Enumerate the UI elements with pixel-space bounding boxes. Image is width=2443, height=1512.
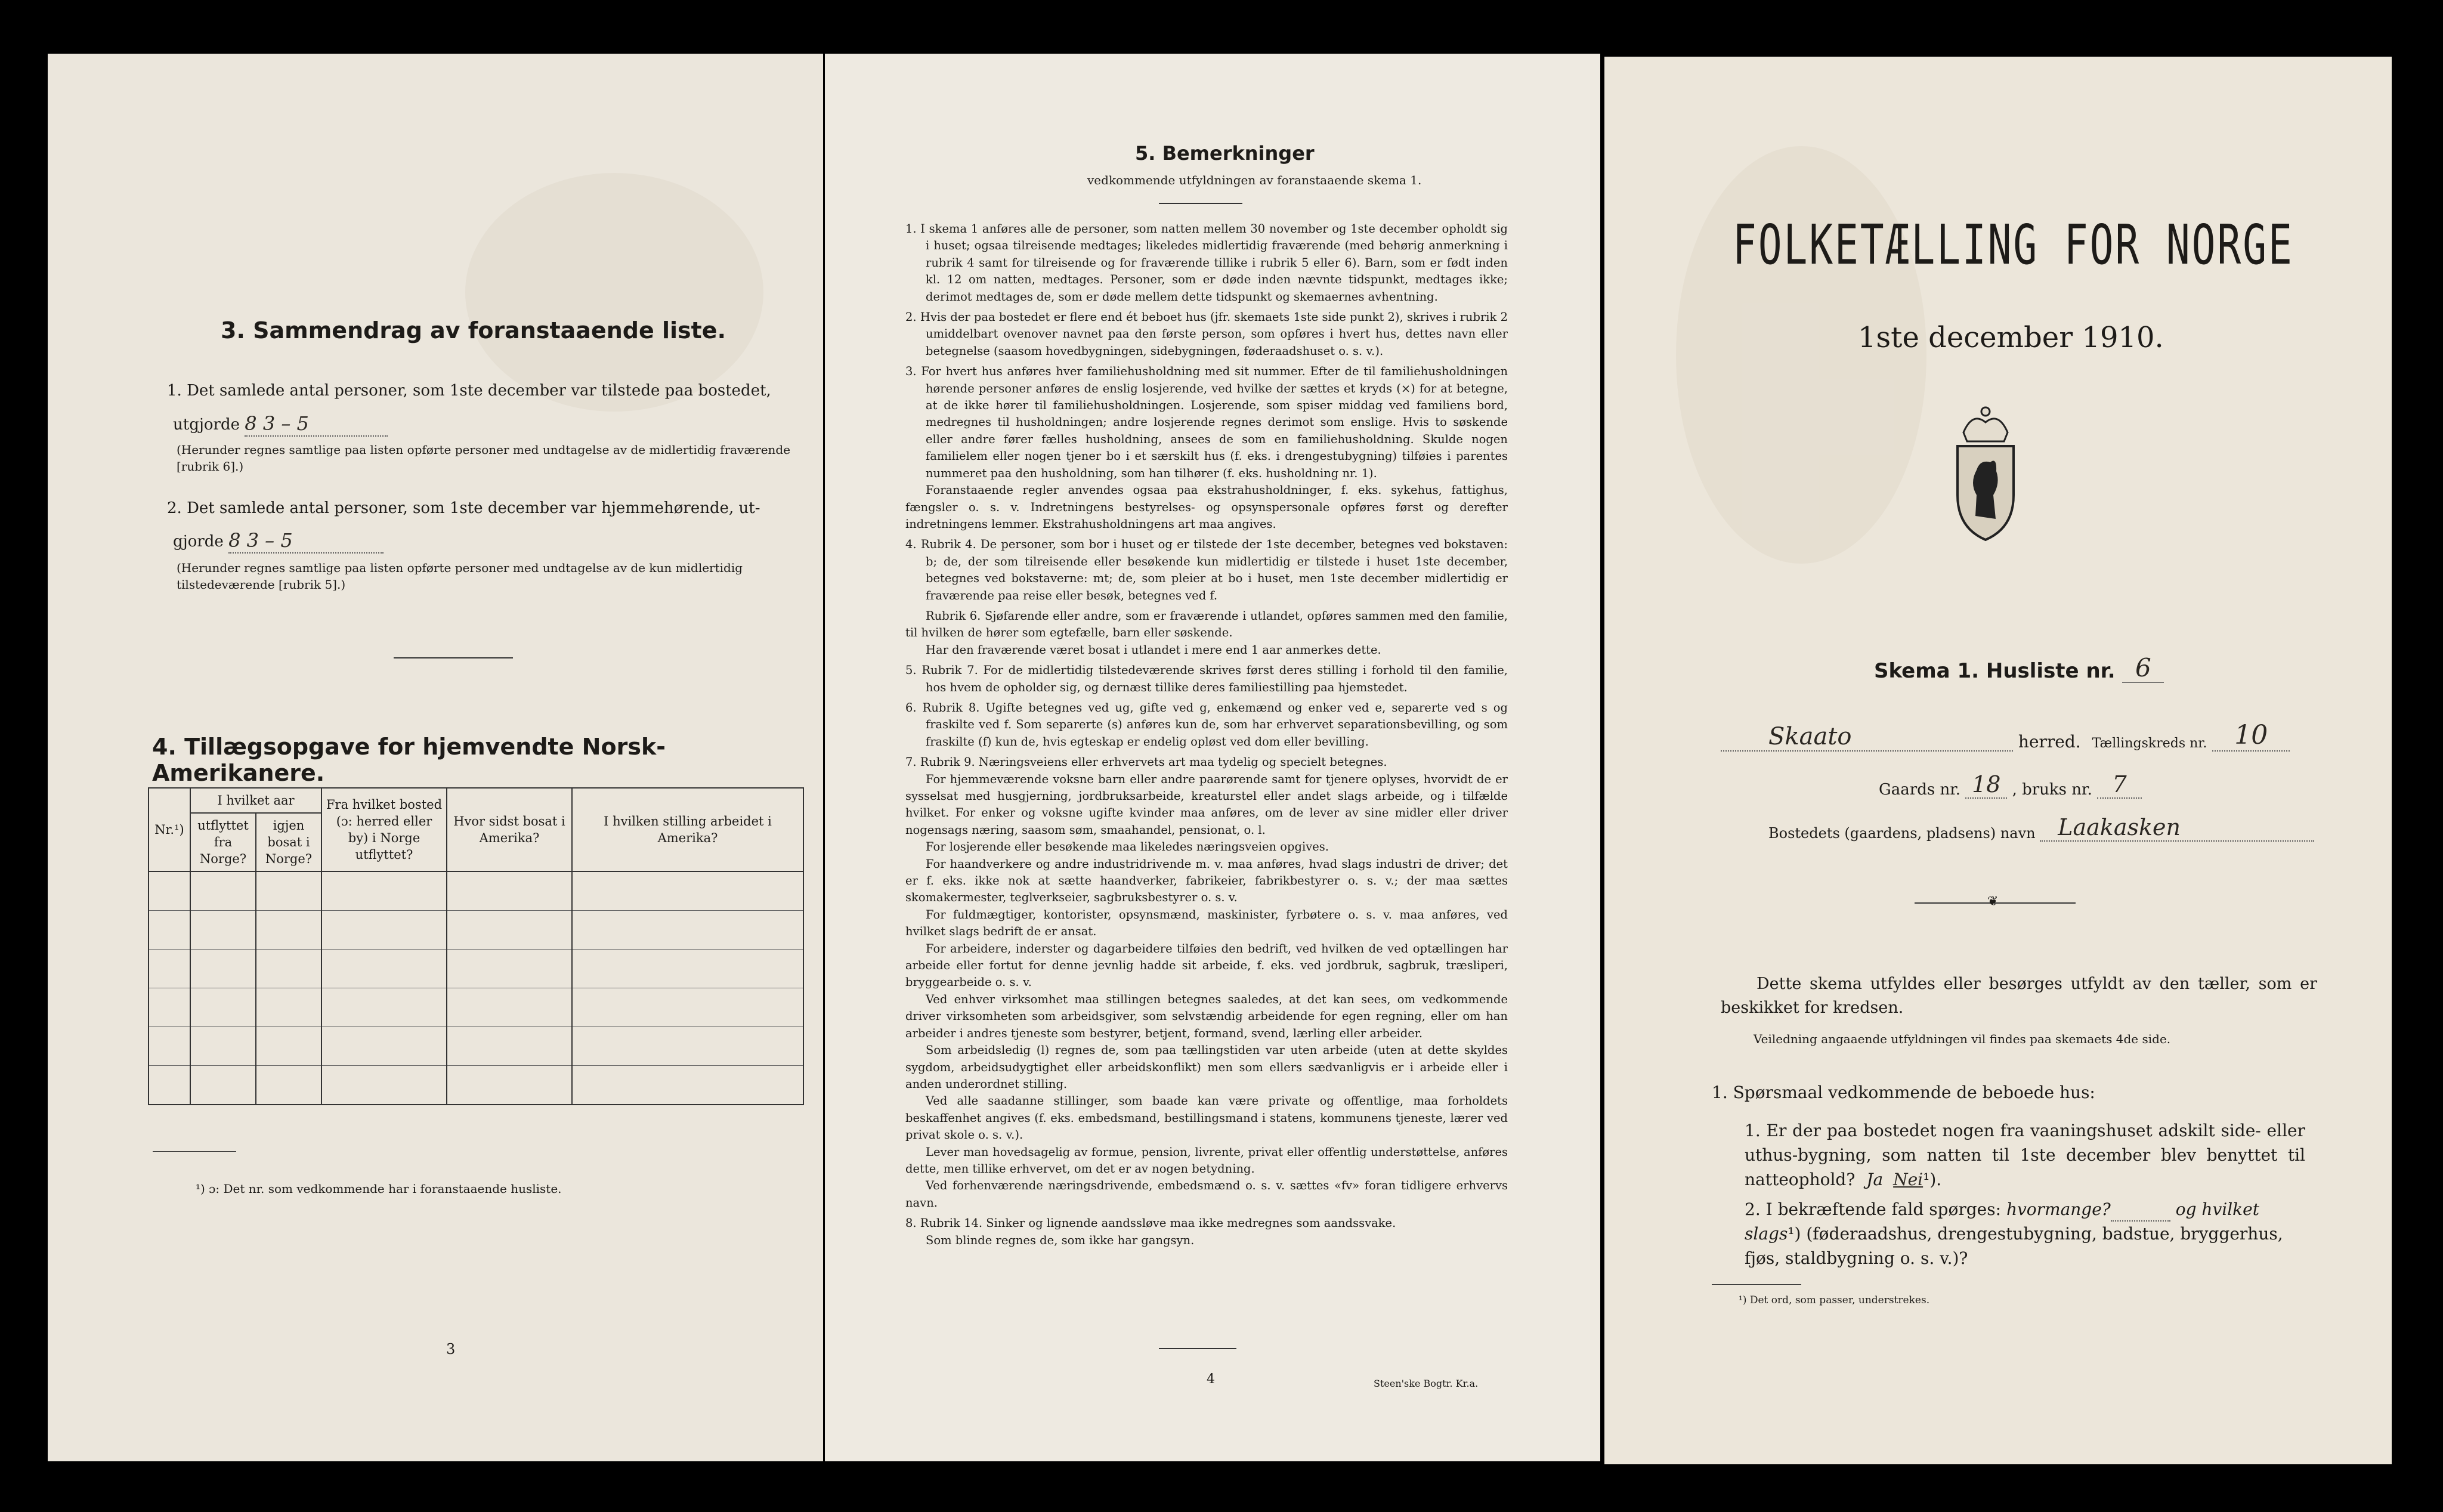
table-row bbox=[149, 911, 803, 950]
census-date: 1ste december 1910. bbox=[1858, 321, 2164, 354]
remarks-body bbox=[905, 221, 1508, 1249]
remarks-title: 5. Bemerkninger bbox=[1135, 142, 1315, 165]
remark-paragraph: For haandverkere og andre industridrivende m. v. maa anføres, hvad slags industri de driver; det er f. eks. ikke nok at sætte haandverker, fabrikeier, fabrikbestyrer o. s. v.; der maa sættes skomakermester, teglverkseier, sagbruksbestyrer o. s. v. bbox=[905, 857, 1508, 905]
summary-item-2-line bbox=[173, 528, 384, 554]
item1-prefix: utgjorde bbox=[173, 416, 240, 434]
husliste-nr-value: 6 bbox=[2122, 653, 2164, 683]
col-group-header: I hvilket aar bbox=[190, 788, 321, 813]
remark-paragraph: Foranstaaende regler anvendes ogsaa paa ekstrahusholdninger, f. eks. sykehus, fattighus, fængsler o. s. v. Indretningens bestyrelses- og opsynspersonale opføres først og derefter indretningens lemmer. Ekstrahusholdningens art maa angives. bbox=[905, 483, 1508, 531]
col-nr-header: Nr.¹) bbox=[149, 788, 190, 871]
table-row bbox=[149, 1066, 803, 1105]
skema-line bbox=[1874, 653, 2164, 683]
instruction-1: Dette skema utfyldes eller besørges utfyldt av den tæller, som er beskikket for kredsen. bbox=[1721, 975, 2317, 1017]
remark-paragraph: For fuldmægtiger, kontorister, opsynsmænd, maskinister, fyrbøtere o. s. v. maa anføres, ved hvilket slags bedrift de er ansat. bbox=[905, 907, 1508, 939]
section3-title: 3. Sammendrag av foranstaaende liste. bbox=[221, 317, 726, 344]
remark-paragraph: Som blinde regnes de, som ikke har gangsyn. bbox=[926, 1233, 1195, 1247]
gaards-label: Gaards nr. bbox=[1879, 781, 1961, 799]
gaards-line bbox=[1879, 771, 2142, 799]
item1-note: (Herunder regnes samtlige paa listen opførte personer med undtagelse av de midlertidig fraværende [rubrik 6].) bbox=[177, 443, 791, 474]
herred-label: herred. bbox=[2018, 732, 2081, 752]
remarks-subtitle: vedkommende utfyldningen av foranstaaende skema 1. bbox=[1087, 173, 1422, 187]
footnote-rule bbox=[1712, 1284, 1801, 1285]
bosted-value: Laakasken bbox=[2040, 814, 2314, 842]
remark-paragraph: Ved forhenværende næringsdrivende, embedsmænd o. s. v. sættes «fv» foran tidligere erhvervs navn. bbox=[905, 1179, 1508, 1210]
bosted-line bbox=[1768, 814, 2314, 842]
page-number: 4 bbox=[1207, 1372, 1215, 1387]
gaards-value: 18 bbox=[1965, 771, 2007, 799]
item2-note: (Herunder regnes samtlige paa listen opførte personer med undtagelse av de kun midlertidig tilstedeværende [rubrik 5].) bbox=[177, 561, 743, 592]
col-stilling-header: I hvilken stilling arbeidet i Amerika? bbox=[572, 788, 803, 871]
remark-paragraph: Ved enhver virksomhet maa stillingen betegnes saaledes, at det kan sees, om vedkommende driver virksomheten som arbeidsgiver, som selvstændig arbeidende for egen regning, eller om han arbeider i andres tjeneste som bestyrer, betjent, formand, svend, lærling eller arbeider. bbox=[905, 992, 1508, 1040]
table-row bbox=[149, 950, 803, 988]
answer-ja: Ja bbox=[1866, 1170, 1884, 1189]
col-utflyttet-header: utflyttet fra Norge? bbox=[190, 813, 256, 871]
norsk-amerikaner-table bbox=[148, 787, 804, 1105]
remark-paragraph: 4. Rubrik 4. De personer, som bor i huset og er tilstede der 1ste december, betegnes ved bokstaven: b; de, der som tilreisende eller besøkende kun midlertidig er tilstede i huset 1ste december, betegnes ved bokstaverne: mt; de, som pleier at bo i huset, men 1ste december midlertidig er fraværende paa reise eller besøk, betegnes ved f. bbox=[905, 537, 1508, 602]
divider bbox=[394, 657, 513, 658]
item2-handwritten-value: 8 3 – 5 bbox=[228, 528, 384, 554]
page-number: 3 bbox=[446, 1341, 456, 1358]
summary-item-1-line bbox=[173, 412, 388, 437]
table-row bbox=[149, 871, 803, 911]
col-hvor-header: Hvor sidst bosat i Amerika? bbox=[447, 788, 572, 871]
question-2-text-b: og hvilket slags bbox=[1745, 1199, 2259, 1244]
remark-paragraph: For hjemmeværende voksne barn eller andre paarørende samt for tjenere oplyses, hvorvidt de er sysselsat med husgjerning, jordbruksarbeide, kreaturstel eller andet slags arbeide, og i tilfælde hvilket. For enker og voksne ugifte kvinder maa anføres, om de lever av sine midler eller driver nogensags næring, saasom søm, smaahandel, pensionat, o. l. bbox=[905, 772, 1508, 837]
section4-title: 4. Tillægsopgave for hjemvendte Norsk-Amerikanere. bbox=[152, 734, 666, 786]
remark-paragraph: 3. For hvert hus anføres hver familiehusholdning med sit nummer. Efter de til familiehusholdningen hørende personer anføres de enslig losjerende, ved hvilke der sættes et kryds (×) for at betegne, at de ikke hører til familiehusholdningen. Losjerende, som spiser middag ved familiens bord, medregnes til husholdningen; andre losjerende regnes derimot som enslige. Hvis to søskende eller andre fører fælles husholdning, ansees de som en familiehusholdning. Skulde nogen familielem eller nogen tjener bo i et særskilt hus (f. eks. i drengestubygning) tilføies i parentes nummeret paa den husholdning, som han tilhører (f. eks. husholdning nr. 1). bbox=[905, 364, 1508, 480]
remark-paragraph: 7. Rubrik 9. Næringsveiens eller erhvervets art maa tydelig og specielt betegnes. bbox=[905, 755, 1387, 769]
remark-paragraph: For losjerende eller besøkende maa likeledes næringsveien opgives. bbox=[926, 840, 1329, 854]
herred-line bbox=[1721, 720, 2290, 752]
remark-paragraph: For arbeidere, inderster og dagarbeidere tilføies den bedrift, ved hvilken de ved optællingen har arbeide eller fortut for denne jevnlig hadde sit arbeide, f. eks. ved jordbruk, sagbruk, træsliperi, bryggearbeide o. s. v. bbox=[905, 941, 1508, 990]
page-right bbox=[1604, 57, 2392, 1464]
herred-value: Skaato bbox=[1721, 723, 2013, 752]
remark-paragraph: 1. I skema 1 anføres alle de personer, som natten mellem 30 november og 1ste december opholdt sig i huset; ogsaa tilreisende medtages; likeledes midlertidig fraværende (med behørig anmerkning i rubrik 4 samt for tilreisende og for fraværende tillike i rubrik 5 eller 6). Barn, som er født inden kl. 12 om natten, medtages. Personer, som er døde inden nævnte tidspunkt, medtages ikke; derimot medtages de, som er døde mellem dette tidspunkt og skemaernes avhentning. bbox=[905, 222, 1508, 304]
footnote-rule bbox=[153, 1151, 236, 1152]
remark-paragraph: 8. Rubrik 14. Sinker og lignende aandssløve maa ikke medregnes som aandssvake. bbox=[905, 1216, 1396, 1230]
question-1: 1. Er der paa bostedet nogen fra vaaningshuset adskilt side- eller uthus-bygning, som natten til 1ste december blev benyttet til natteophold? Ja Nei¹). bbox=[1745, 1121, 2305, 1189]
remark-paragraph: Ved alle saadanne stillinger, som baade kan være private og offentlige, maa forholdets beskaffenhet angives (f. eks. embedsmand, bestillingsmand i statens, kommunens tjeneste, lærer ved privat skole o. s. v.). bbox=[905, 1094, 1508, 1142]
remark-paragraph: 5. Rubrik 7. For de midlertidig tilstedeværende skrives først deres stilling i forhold til den familie, hos hvem de opholder sig, og dernæst tillike deres familiestilling paa hjemstedet. bbox=[905, 663, 1508, 694]
remark-paragraph: 6. Rubrik 8. Ugifte betegnes ved ug, gifte ved g, enkemænd og enker ved e, separerte ved s og fraskilte ved f. Som separerte (s) anføres kun de, som har erhvervet separationsbevilling, og som fraskilte (f) kun de, hvis egteskap er endelig opløst ved dom eller bevilling. bbox=[905, 700, 1508, 749]
question-1-text: 1. Er der paa bostedet nogen fra vaaningshuset adskilt side- eller uthus-bygning, som natten til 1ste december blev benyttet til natteophold? bbox=[1745, 1121, 2305, 1189]
question-2-text-c: (føderaadshus, drengestubygning, badstue, bryggerhus, fjøs, staldbygning o. s. v.)? bbox=[1745, 1224, 2283, 1268]
table-row bbox=[149, 988, 803, 1027]
skema-label: Skema 1. Husliste nr. bbox=[1874, 659, 2116, 683]
bosted-label: Bostedets (gaardens, pladsens) navn bbox=[1768, 825, 2036, 842]
item1-handwritten-value: 8 3 – 5 bbox=[245, 412, 388, 437]
answer-nei: Nei bbox=[1893, 1170, 1924, 1189]
remark-paragraph: Rubrik 6. Sjøfarende eller andre, som er fraværende i utlandet, opføres sammen med den familie, til hvilken de hører som egtefælle, barn eller søskende. bbox=[905, 608, 1508, 640]
footnote: ¹) ɔ: Det nr. som vedkommende har i foranstaaende husliste. bbox=[196, 1182, 562, 1196]
kreds-value: 10 bbox=[2212, 720, 2290, 752]
norwegian-lion-shield-icon bbox=[1946, 400, 2026, 543]
remark-paragraph: Som arbeidsledig (l) regnes de, som paa tællingstiden var uten arbeide (uten at dette skyldes sygdom, arbeidsudygtighet eller arbeidskonflikt) men som ellers sædvanligvis er i arbeide eller i anden underordnet stilling. bbox=[905, 1043, 1508, 1091]
table-row bbox=[149, 1027, 803, 1066]
page-left bbox=[48, 54, 823, 1461]
printer-mark: Steen'ske Bogtr. Kr.a. bbox=[1374, 1378, 1479, 1389]
page-middle bbox=[825, 54, 1600, 1461]
divider bbox=[1159, 203, 1242, 204]
item2-prefix: gjorde bbox=[173, 533, 224, 551]
kreds-label: Tællingskreds nr. bbox=[2092, 736, 2207, 751]
footnote: ¹) Det ord, som passer, understrekes. bbox=[1739, 1294, 1930, 1306]
question-heading: 1. Spørsmaal vedkommende de beboede hus: bbox=[1712, 1083, 2095, 1102]
bruks-value: 7 bbox=[2097, 771, 2142, 799]
question-2: 2. I bekræftende fald spørges: hvormange? og hvilket slags¹) (føderaadshus, drengestubygning, badstue, bryggerhus, fjøs, staldbygning o. s. v.)? bbox=[1745, 1199, 2283, 1268]
col-fra-header: Fra hvilket bosted (ɔ: herred eller by) i Norge utflyttet? bbox=[321, 788, 447, 871]
col-igjen-header: igjen bosat i Norge? bbox=[256, 813, 321, 871]
summary-item-1: 1. Det samlede antal personer, som 1ste december var tilstede paa bostedet, bbox=[167, 382, 771, 400]
ornament-icon: ❦ bbox=[1987, 894, 1999, 909]
question-2-text-a: 2. I bekræftende fald spørges: bbox=[1745, 1199, 2002, 1219]
remark-paragraph: Har den fraværende været bosat i utlandet i mere end 1 aar anmerkes dette. bbox=[926, 642, 1381, 657]
main-title: FOLKETÆLLING FOR NORGE bbox=[1733, 213, 2294, 277]
summary-item-2: 2. Det samlede antal personer, som 1ste december var hjemmehørende, ut- bbox=[167, 499, 760, 517]
remark-paragraph: Lever man hovedsagelig av formue, pension, livrente, privat eller offentlig understøttelse, anføres dette, men tillike erhvervet, om det er av nogen betydning. bbox=[905, 1145, 1508, 1176]
bruks-label: , bruks nr. bbox=[2012, 781, 2092, 799]
instruction-2: Veiledning angaaende utfyldningen vil findes paa skemaets 4de side. bbox=[1754, 1032, 2171, 1046]
divider bbox=[1159, 1348, 1236, 1349]
remark-paragraph: 2. Hvis der paa bostedet er flere end ét beboet hus (jfr. skemaets 1ste side punkt 2), skrives i rubrik 2 umiddelbart ovenover navnet paa den første person, som opføres i hvert hus, dettes navn eller betegnelse (saasom hovedbygningen, sidebygningen, føderaadshuset o. s. v.). bbox=[905, 310, 1508, 358]
question-2-hvormange: hvormange? bbox=[2006, 1199, 2111, 1219]
